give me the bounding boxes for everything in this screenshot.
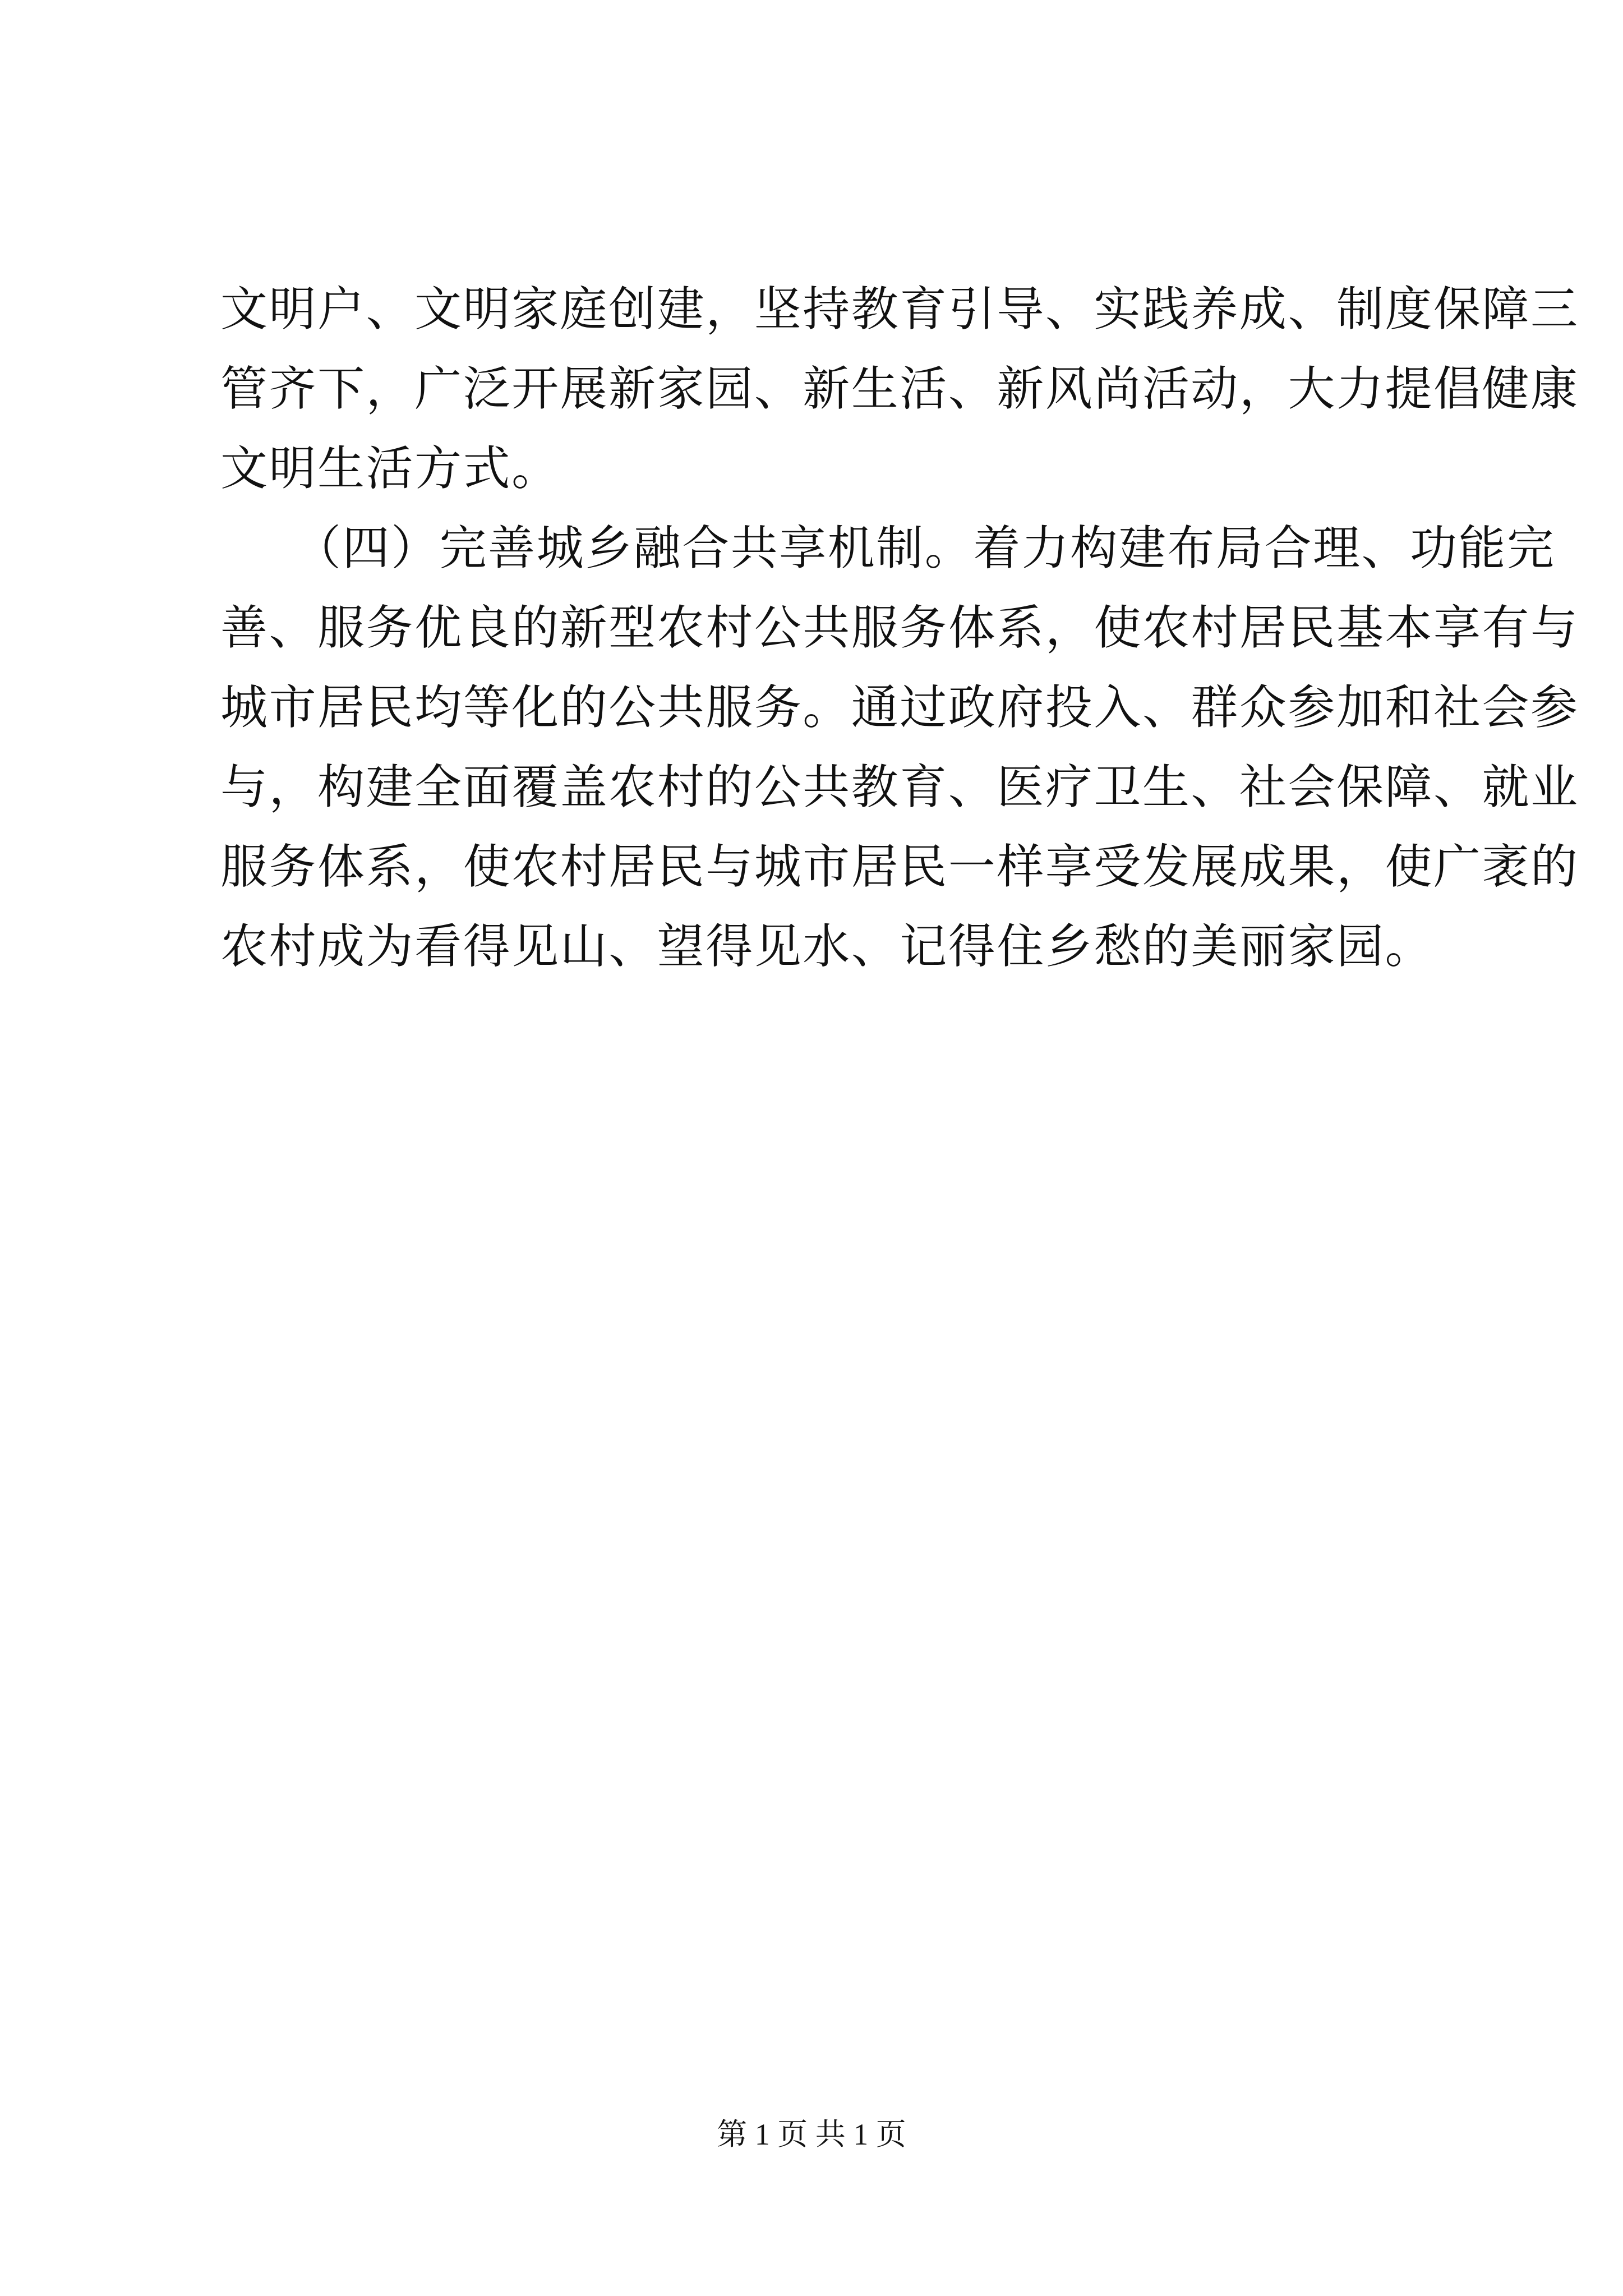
text-line: 文明生活方式。 [220, 441, 560, 496]
text-line: 善、服务优良的新型农村公共服务体系，使农村居民基本享有与 [220, 600, 1579, 655]
text-line: 农村成为看得见山、望得见水、记得住乡愁的美丽家园。 [220, 919, 1434, 974]
paragraph-2 [220, 508, 1579, 986]
text-line: （四）完善城乡融合共享机制。着力构建布局合理、功能完 [220, 521, 1556, 576]
paragraph-1 [220, 269, 1579, 508]
text-line: 与，构建全面覆盖农村的公共教育、医疗卫生、社会保障、就业 [220, 760, 1579, 815]
text-line: 城市居民均等化的公共服务。通过政府投入、群众参加和社会参 [220, 680, 1579, 735]
body-text [220, 269, 1579, 986]
page-footer: 第 1 页 共 1 页 [717, 2118, 906, 2151]
text-line: 文明户、文明家庭创建，坚持教育引导、实践养成、制度保障三 [220, 282, 1579, 337]
text-line: 管齐下，广泛开展新家园、新生活、新风尚活动，大力提倡健康 [220, 361, 1579, 416]
text-line: 服务体系，使农村居民与城市居民一样享受发展成果，使广袤的 [220, 839, 1579, 894]
